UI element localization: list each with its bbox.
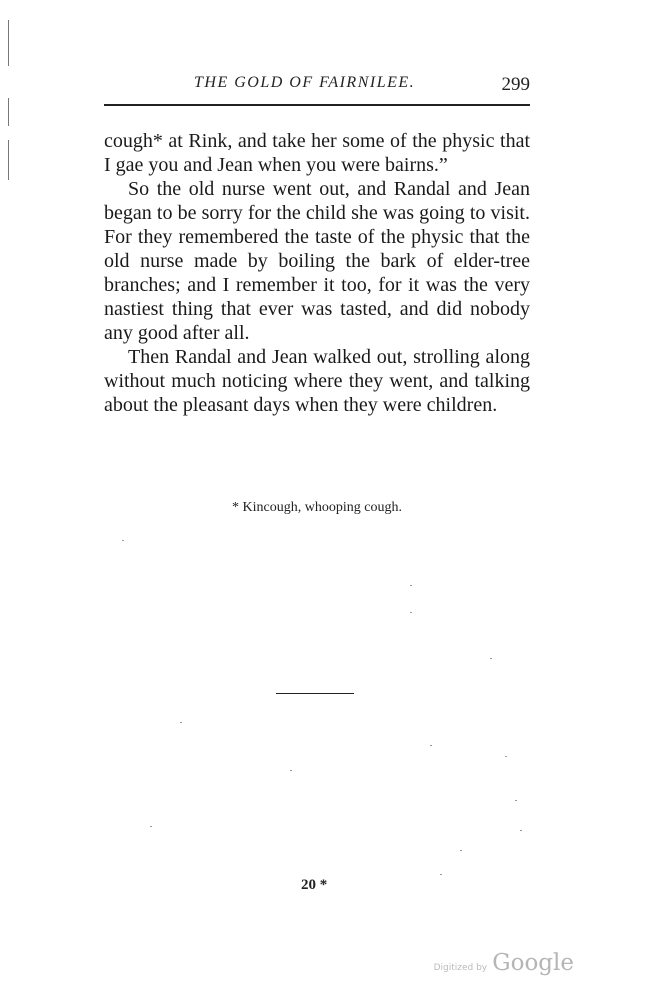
scan-speck: [515, 800, 517, 801]
running-head: [104, 74, 530, 102]
watermark-brand: Google: [492, 950, 574, 976]
paragraph: So the old nurse went out, and Randal and Jean began to be sorry for the child she was going to visit. For they remembered the taste of the physic that the old nurse made by boiling the bark of elder-tree branches; and I remember it too, for it was the very nastiest thing that ever was tasted, and did nobody any good after all.: [104, 178, 530, 344]
page-number: 299: [501, 74, 530, 95]
scan-speck: [180, 722, 182, 723]
scan-speck: [520, 830, 522, 831]
running-title: THE GOLD OF FAIRNILEE.: [194, 74, 416, 91]
scan-speck: [490, 658, 492, 659]
section-rule: [276, 693, 354, 694]
paragraph: Then Randal and Jean walked out, strolling along without much noticing where they went, and talking about the pleasant days when they were children.: [104, 346, 530, 416]
signature-mark: 20 *: [301, 877, 328, 893]
digitized-watermark: [434, 950, 574, 976]
footnote: * Kincough, whooping cough.: [232, 500, 402, 515]
scan-speck: [440, 874, 442, 875]
body-text: [104, 129, 530, 417]
scan-speck: [505, 756, 507, 757]
scan-speck: [410, 612, 412, 613]
page-edge-mark: [8, 140, 9, 180]
page-edge-mark: [8, 20, 9, 66]
scan-speck: [150, 826, 152, 827]
scan-speck: [430, 745, 432, 746]
header-rule: [104, 104, 530, 106]
scan-speck: [410, 585, 412, 586]
scan-speck: [122, 540, 124, 541]
scan-speck: [460, 850, 462, 851]
paragraph: cough* at Rink, and take her some of the physic that I gae you and Jean when you were bairns.”: [104, 130, 530, 176]
scan-speck: [290, 770, 292, 771]
watermark-prefix: Digitized by: [433, 963, 488, 973]
page-edge-mark: [8, 98, 9, 126]
